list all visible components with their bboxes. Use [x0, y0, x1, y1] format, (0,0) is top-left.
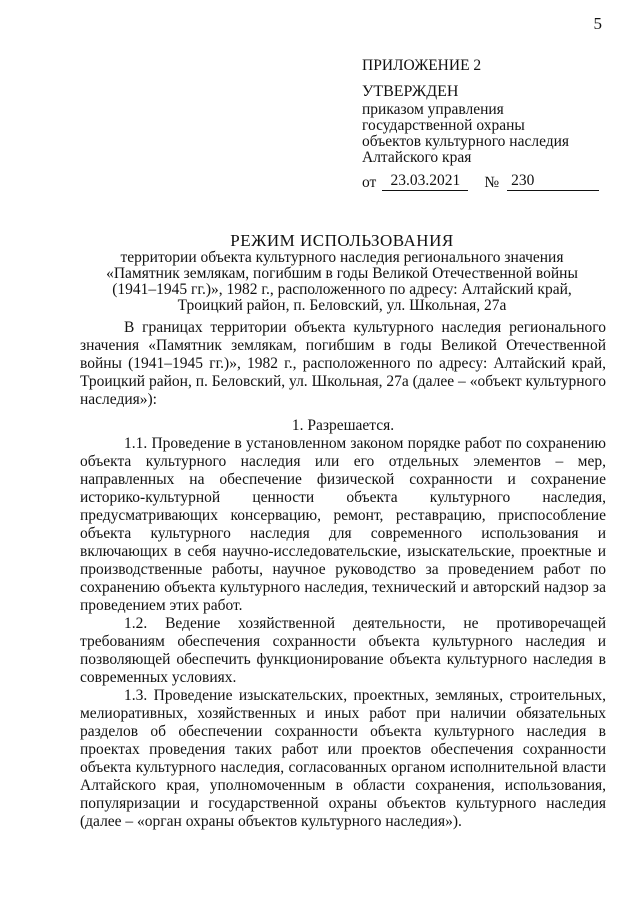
date-prefix: от [362, 174, 377, 191]
approved-by-line: Алтайского края [362, 149, 472, 166]
section-heading: 1. Разрешается. [291, 417, 395, 434]
title-subtitle-line: Троицкий район, п. Беловский, ул. Школьная, 27а [177, 297, 507, 314]
approved-by-line: государственной охраны [362, 117, 525, 134]
approved-by-line: объектов культурного наследия [362, 133, 570, 150]
approved-label: УТВЕРЖДЕН [362, 83, 459, 100]
number-sign: № [484, 174, 500, 191]
title-subtitle-line: (1941–1945 гг.)», 1982 г., расположенного по адресу: Алтайский край, [112, 281, 572, 298]
page-number: 5 [593, 14, 602, 33]
intro-paragraph: В границах территории объекта культурного наследия регионального значения «Памятник землякам, погибшим в годы Великой Отечественной войны (1941–1945 гг.)», 1982 г., расположенного по адресу: Алтайский край, Троицкий район, п. Беловский, ул. Школьная, 27а (далее – «объект культурного наследия»): [80, 319, 606, 408]
order-date-line [362, 172, 612, 191]
appendix-label: ПРИЛОЖЕНИЕ 2 [362, 57, 482, 74]
document-body [80, 319, 606, 831]
title-subtitle-line: «Памятник землякам, погибшим в годы Великой Отечественной войны [106, 265, 578, 282]
clause-1-2: 1.2. Ведение хозяйственной деятельности, не противоречащей требованиям обеспечения сохранности объекта культурного наследия и позволяющей обеспечить функционирование объекта культурного наследия в современных условиях. [80, 615, 606, 686]
clause-1-3: 1.3. Проведение изыскательских, проектных, земляных, строительных, мелиоративных, хозяйственных и иных работ при наличии обязательных разделов об обеспечении сохранности объекта культурного наследия в проектах проведения таких работ или проектов обеспечения сохранности объекта культурного наследия, согласованных органом исполнительной власти Алтайского края, уполномоченным в области сохранения, использования, популяризации и государственной охраны объектов культурного наследия (далее – «орган охраны объектов культурного наследия»). [80, 687, 606, 830]
title-subtitle-line: территории объекта культурного наследия регионального значения [120, 249, 564, 266]
document-title-block [80, 232, 604, 314]
order-date: 23.03.2021 [382, 172, 468, 191]
approved-by-line: приказом управления [362, 101, 504, 118]
order-number: 230 [507, 172, 599, 191]
document-title: РЕЖИМ ИСПОЛЬЗОВАНИЯ [230, 231, 454, 250]
clause-1-1: 1.1. Проведение в установленном законом порядке работ по сохранению объекта культурного наследия или его отдельных элементов – мер, направленных на обеспечение физической сохранности и сохранение историко-культурной ценности объекта культурного наследия, предусматривающих консервацию, ремонт, реставрацию, приспособление объекта культурного наследия для современного использования и включающих в себя научно-исследовательские, изыскательские, проектные и производственные работы, научное руководство за проведением работ по сохранению объекта культурного наследия, технический и авторский надзор за проведением этих работ. [80, 435, 606, 614]
approval-block [362, 58, 612, 191]
